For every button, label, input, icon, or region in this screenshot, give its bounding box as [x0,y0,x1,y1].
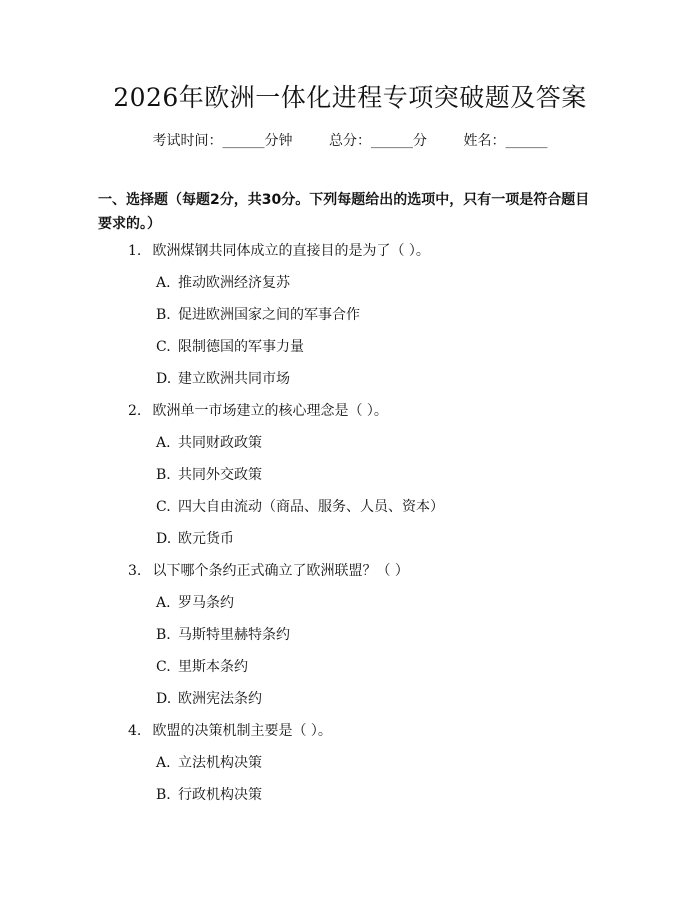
option-text: 限制德国的军事力量 [178,339,304,355]
question-number: 3. [128,563,142,579]
question-text: 欧盟的决策机制主要是（ ）。 [152,723,332,739]
option-2a [128,432,608,464]
question-text: 欧洲单一市场建立的核心理念是（ ）。 [152,403,388,419]
exam-info [0,130,700,152]
option-text: 罗马条约 [178,595,234,611]
question-4 [128,720,608,752]
option-letter: A. [156,435,171,451]
option-letter: C. [156,499,171,515]
option-letter: D. [156,371,172,387]
option-1b [128,304,608,336]
option-text: 立法机构决策 [178,755,262,771]
option-text: 马斯特里赫特条约 [178,627,290,643]
question-1 [128,240,608,272]
option-letter: A. [156,275,171,291]
option-letter: B. [156,307,171,323]
option-letter: D. [156,531,172,547]
option-letter: B. [156,627,171,643]
option-letter: B. [156,467,171,483]
question-number: 4. [128,723,142,739]
option-text: 四大自由流动（商品、服务、人员、资本） [178,499,444,515]
option-2b [128,464,608,496]
option-1c [128,336,608,368]
option-text: 建立欧洲共同市场 [178,371,290,387]
question-number: 2. [128,403,142,419]
option-3b [128,624,608,656]
option-text: 共同外交政策 [178,467,262,483]
option-text: 促进欧洲国家之间的军事合作 [178,307,360,323]
exam-score: 总分：______分 [329,133,427,149]
option-1a [128,272,608,304]
option-text: 里斯本条约 [178,659,248,675]
exam-name: 姓名：______ [463,133,548,149]
option-4a [128,752,608,784]
question-text: 以下哪个条约正式确立了欧洲联盟？（ ） [152,563,409,579]
question-3 [128,560,608,592]
option-3a [128,592,608,624]
option-2c [128,496,608,528]
option-text: 欧洲宪法条约 [178,691,262,707]
option-text: 欧元货币 [178,531,234,547]
section-title: 一、选择题（每题2分，共30分。下列每题给出的选项中，只有一项是符合题目要求的。） [98,192,590,232]
option-text: 行政机构决策 [178,787,262,803]
option-3c [128,656,608,688]
question-text: 欧洲煤钢共同体成立的直接目的是为了（ ）。 [152,243,430,259]
option-text: 共同财政政策 [178,435,262,451]
option-4b [128,784,608,816]
option-letter: B. [156,787,171,803]
option-1d [128,368,608,400]
option-letter: A. [156,595,171,611]
option-2d [128,528,608,560]
question-number: 1. [128,243,142,259]
question-list [128,240,608,816]
option-3d [128,688,608,720]
option-letter: D. [156,691,172,707]
option-letter: C. [156,659,171,675]
option-letter: A. [156,755,171,771]
exam-time: 考试时间：______分钟 [152,133,293,149]
option-text: 推动欧洲经济复苏 [178,275,290,291]
document-title: 2026年欧洲一体化进程专项突破题及答案 [113,83,587,112]
option-letter: C. [156,339,171,355]
question-2 [128,400,608,432]
